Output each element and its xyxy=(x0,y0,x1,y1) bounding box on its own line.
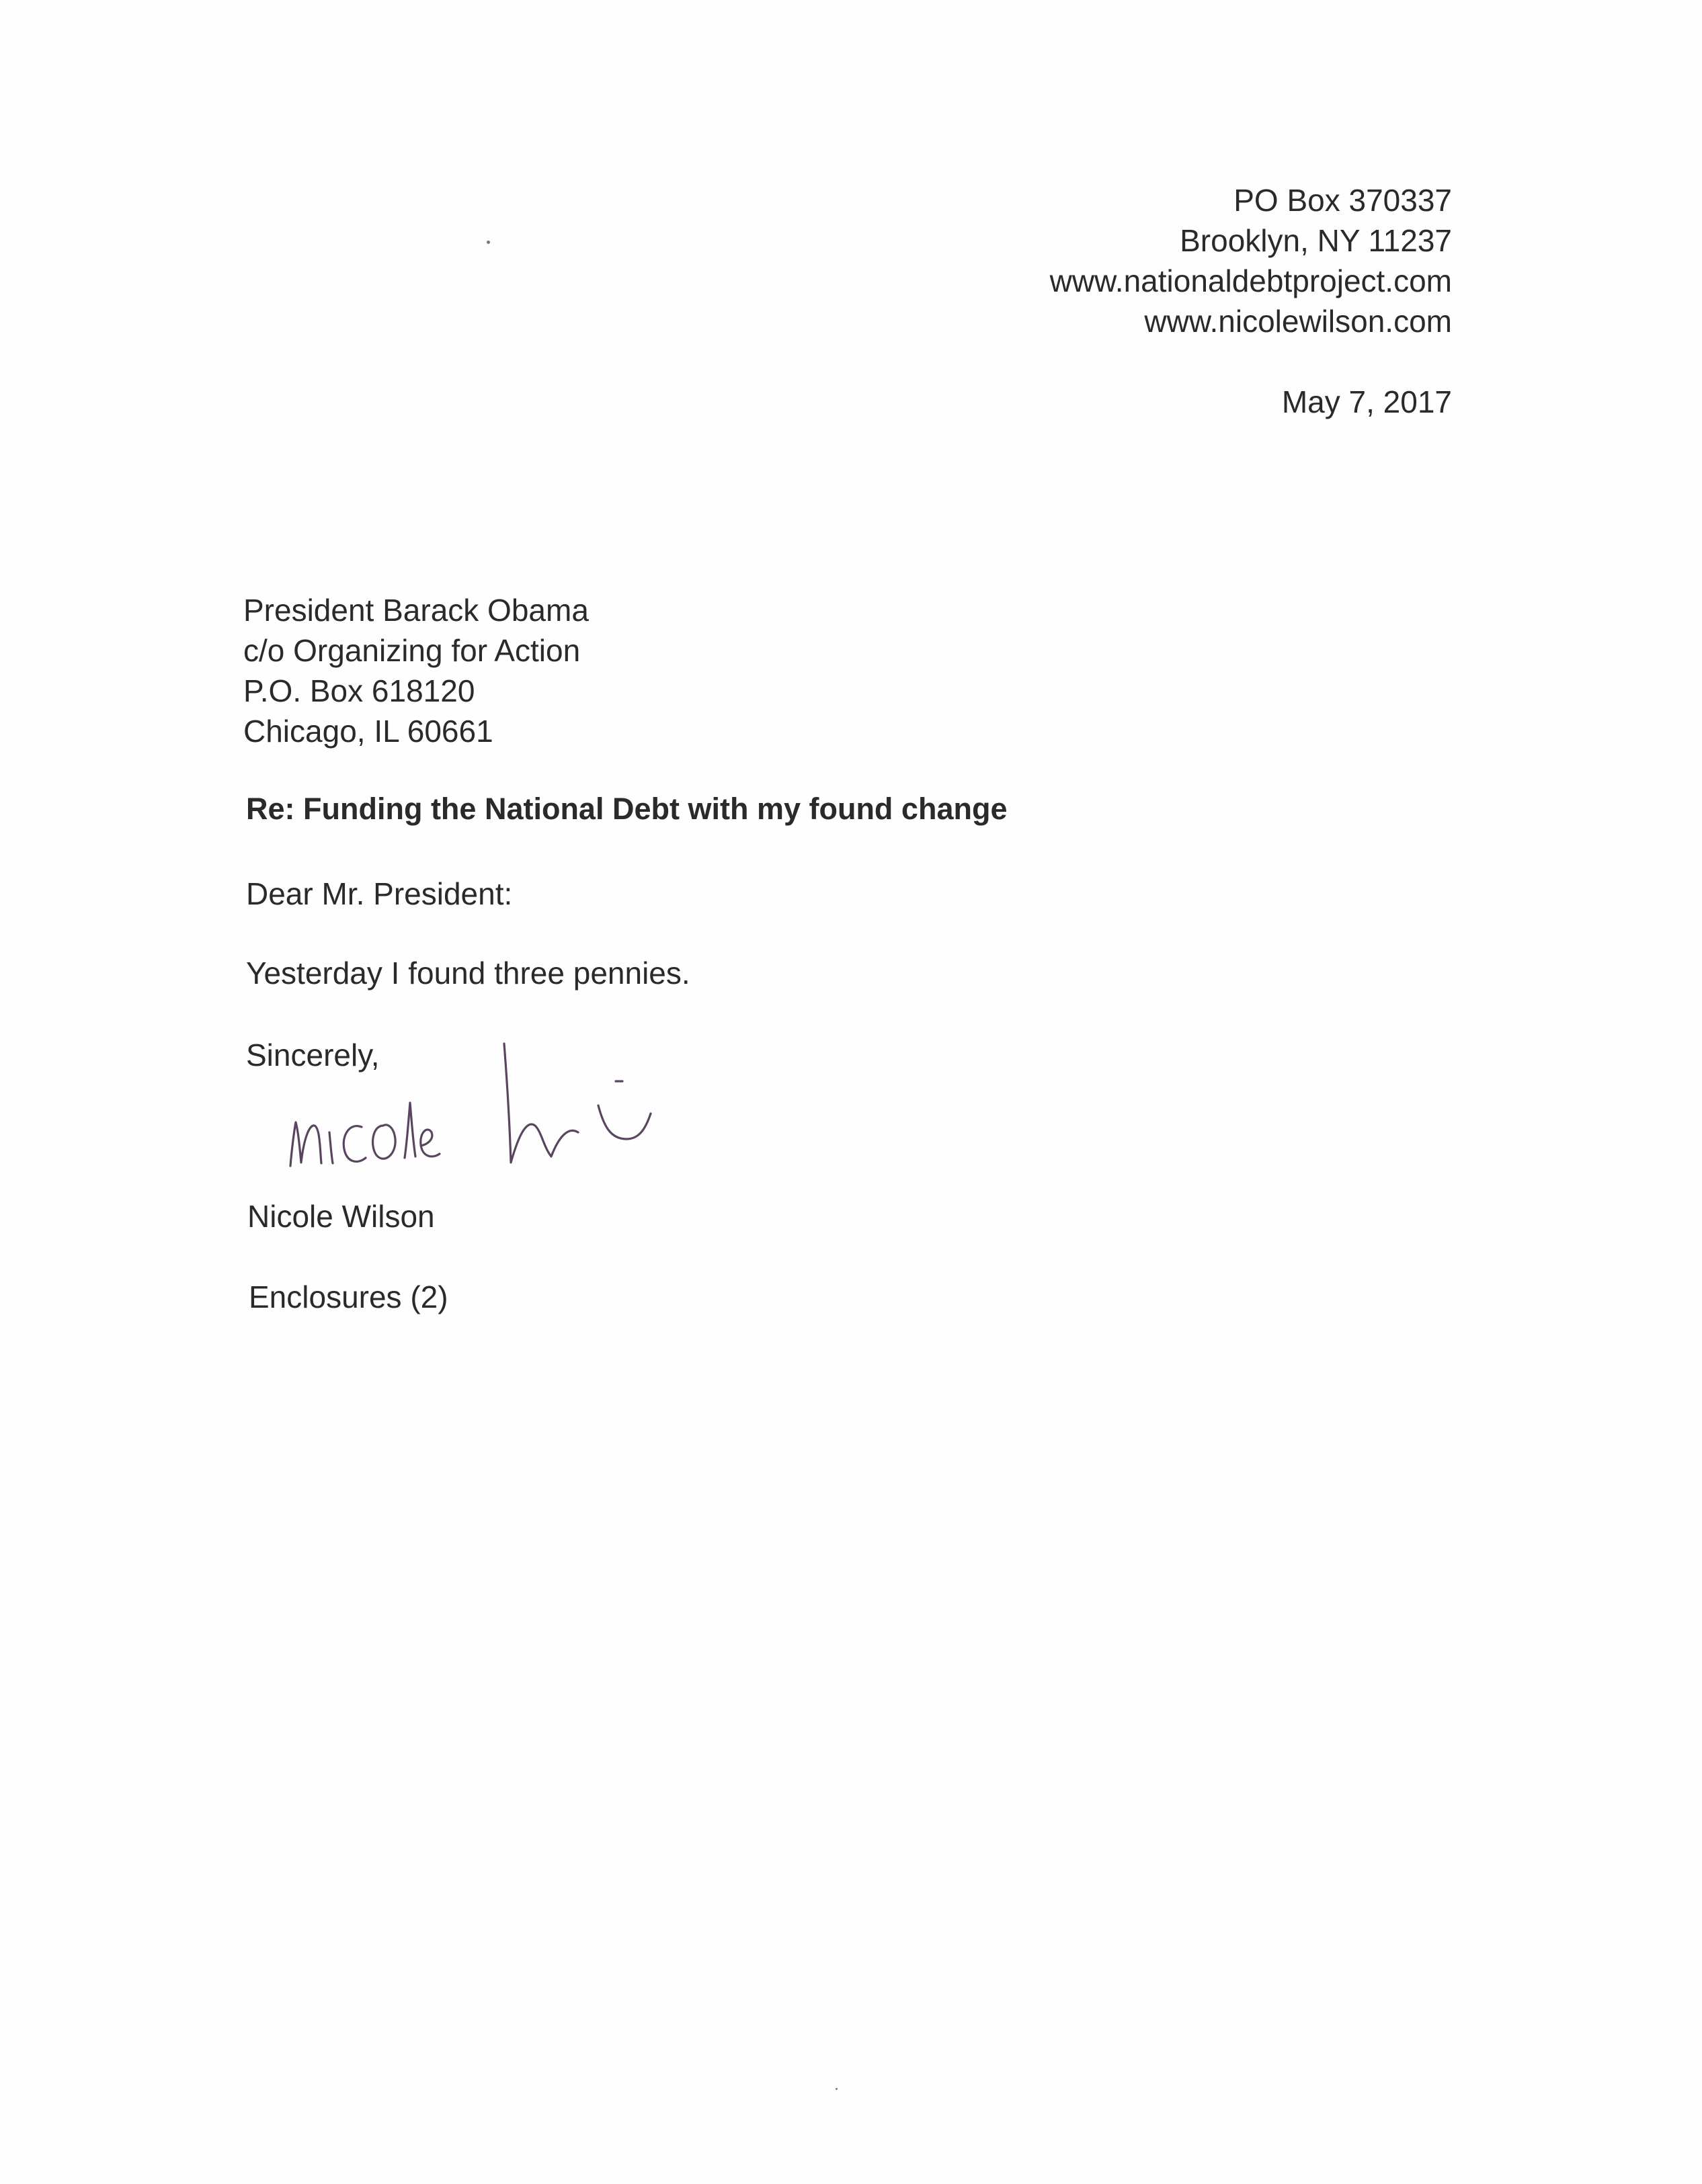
letter-date: May 7, 2017 xyxy=(1281,384,1452,419)
enclosures-note: Enclosures (2) xyxy=(249,1279,448,1314)
recipient-po-box: P.O. Box 618120 xyxy=(243,673,475,708)
recipient-city-state: Chicago, IL 60661 xyxy=(243,714,493,749)
paper-speck xyxy=(836,2088,838,2090)
recipient-care-of: c/o Organizing for Action xyxy=(243,633,581,668)
paper-speck xyxy=(487,241,490,244)
recipient-name: President Barack Obama xyxy=(243,593,589,628)
handwritten-signature xyxy=(282,1038,659,1173)
sender-address xyxy=(1050,180,1452,341)
sender-po-box: PO Box 370337 xyxy=(1233,183,1452,218)
letter-body: Yesterday I found three pennies. xyxy=(246,956,690,991)
closing: Sincerely, xyxy=(246,1038,380,1073)
salutation: Dear Mr. President: xyxy=(246,876,513,911)
subject-line: Re: Funding the National Debt with my found change xyxy=(246,792,1008,826)
sender-city-state: Brooklyn, NY 11237 xyxy=(1180,223,1452,258)
sender-website-project: www.nationaldebtproject.com xyxy=(1049,263,1452,298)
signer-name: Nicole Wilson xyxy=(247,1199,435,1234)
sender-website-personal: www.nicolewilson.com xyxy=(1144,304,1452,339)
recipient-address xyxy=(243,590,589,751)
